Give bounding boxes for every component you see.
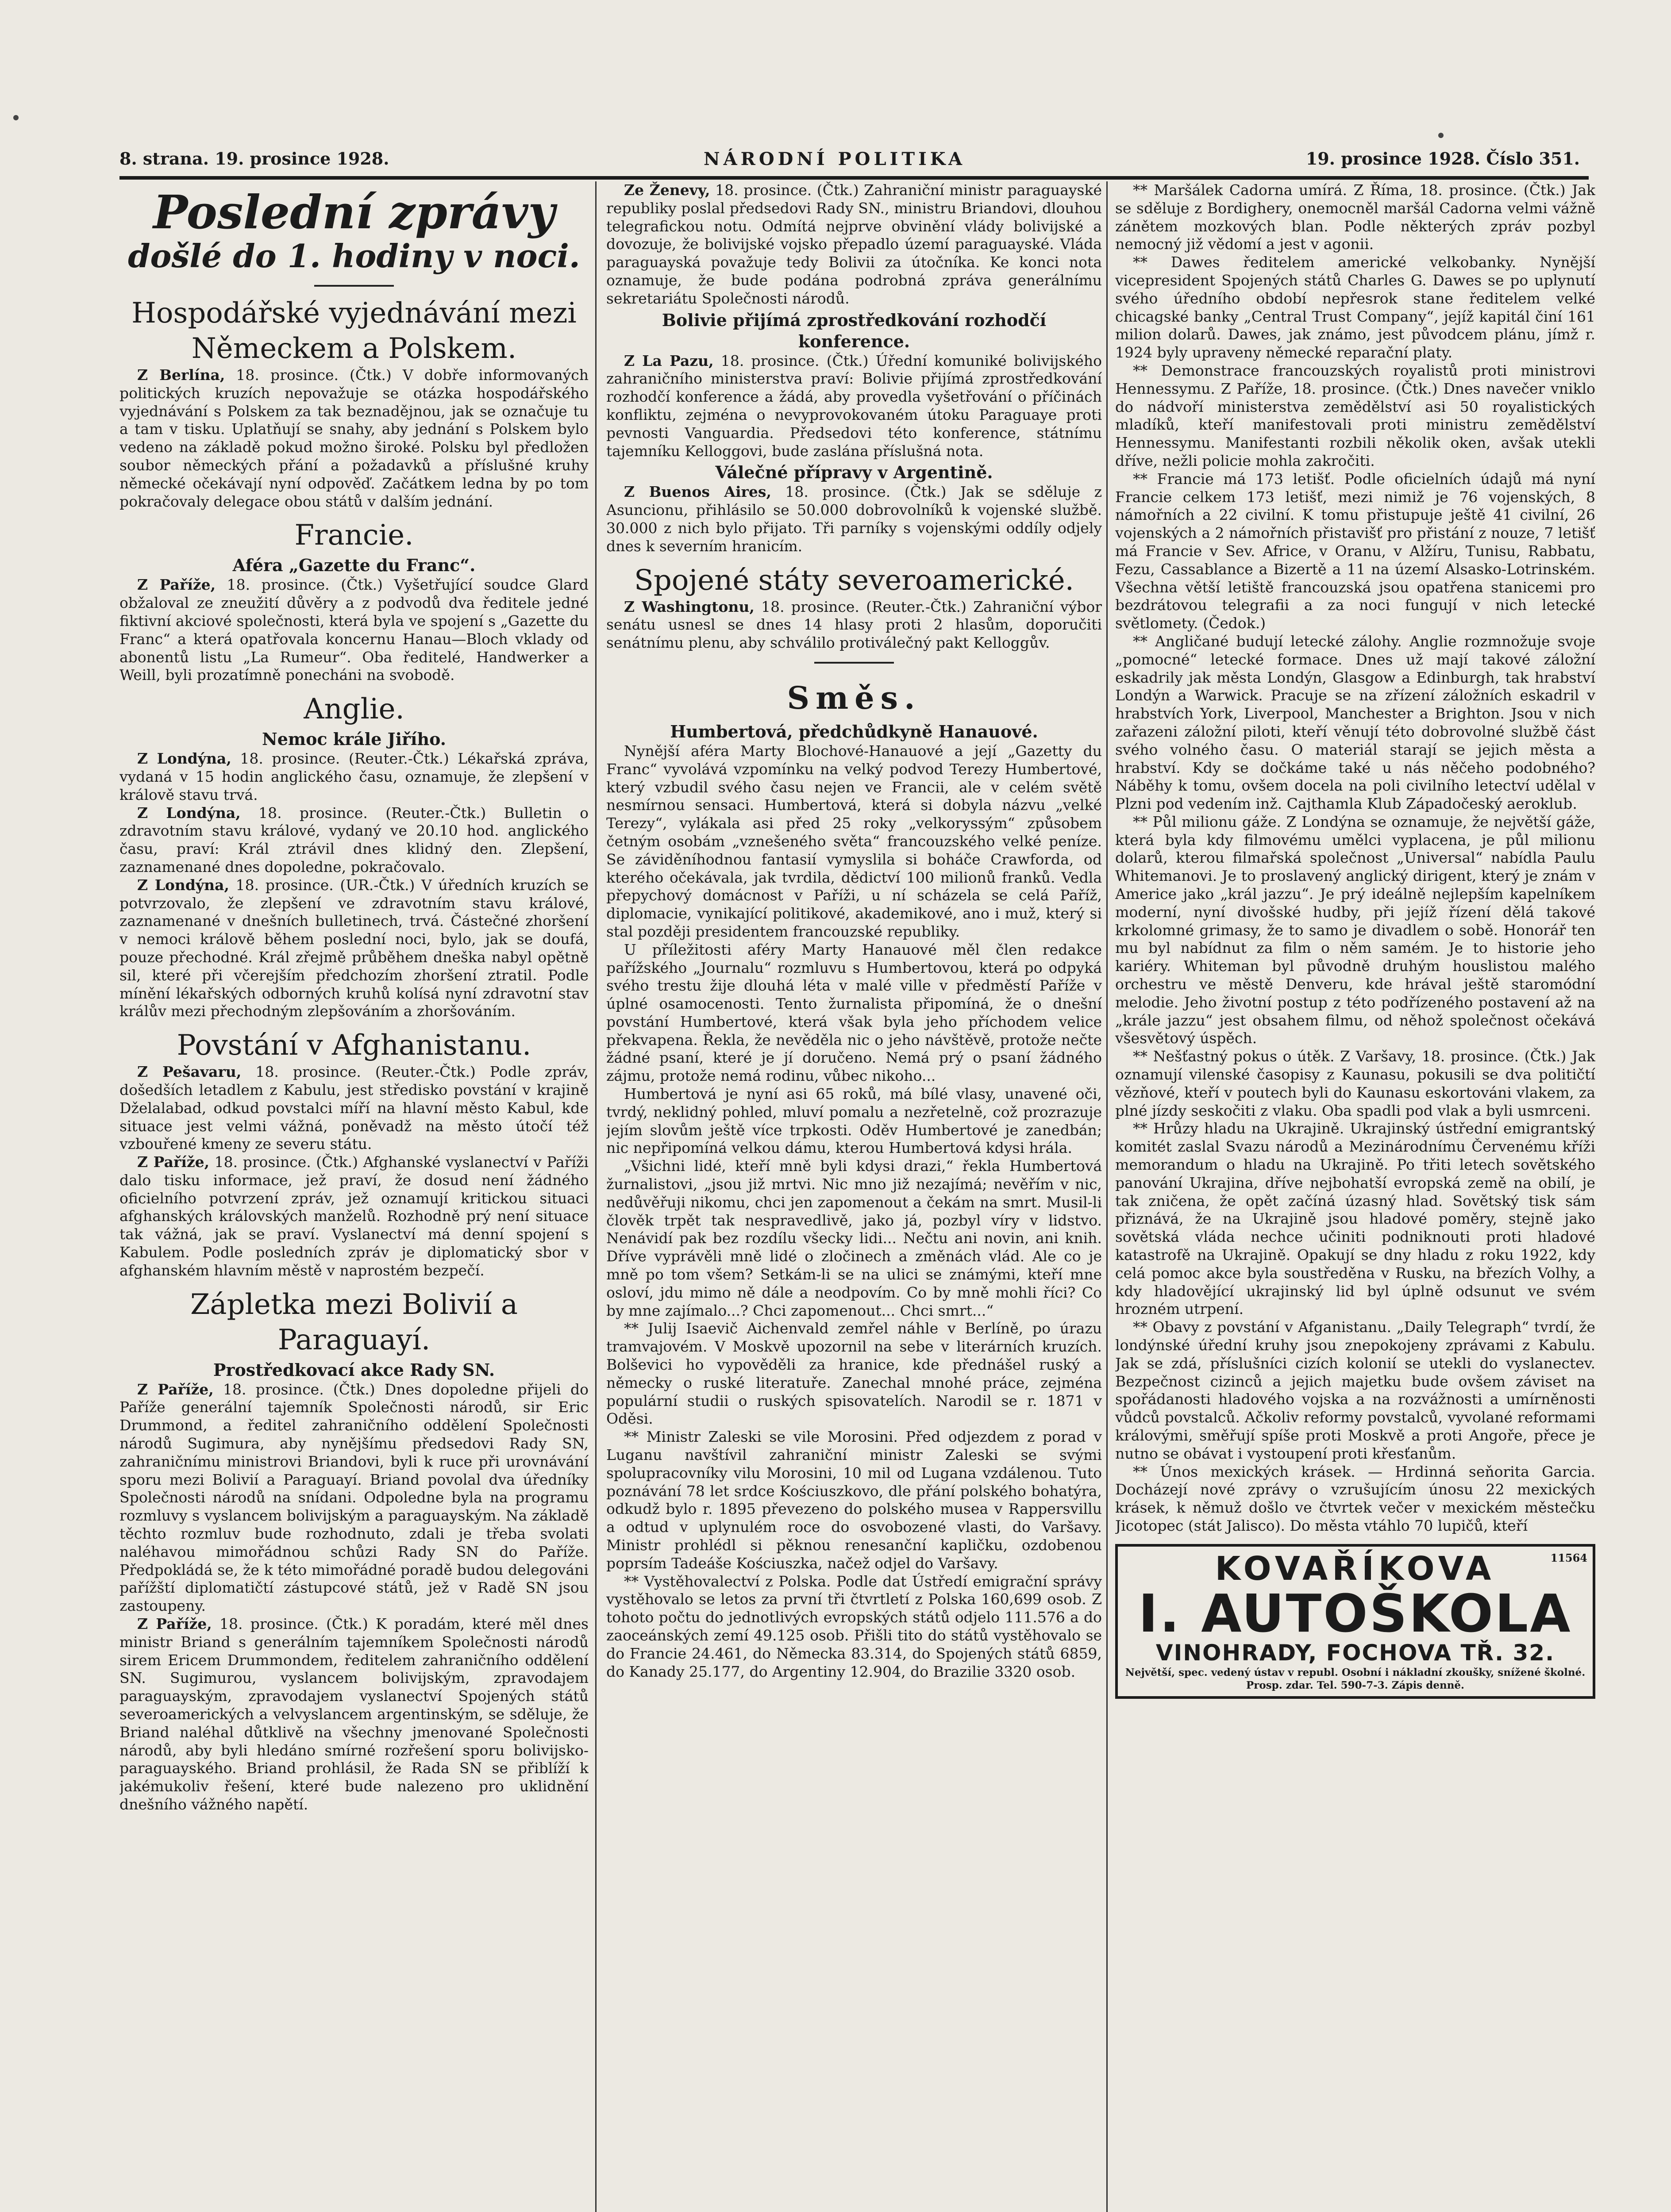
ad-line-2: I. AUTOŠKOLA: [1138, 1582, 1572, 1644]
article-paragraph: Z Paříže, 18. prosince. (Čtk.) Afghanské vyslanectví v Paříži dalo tisku informace, jež praví, že dosud není žádného oficielního potvrzení zpráv, jež oznamují kritickou situaci afghanských královských manželů. Rozhodně prý není situace tak vážná, jak se praví. Vyslanectví má denní spojení s Kabulem. Podle posledních zpráv je diplomatický sbor v afghanském hlavním městě v naprostém bezpečí.: [119, 1153, 589, 1279]
headline-bolivia-accepts: Bolivie přijímá zprostředkování rozhodčí konference.: [662, 310, 1047, 351]
headline-humbertova: Humbertová, předchůdkyně Hanauové.: [670, 721, 1038, 741]
column-3: [1115, 181, 1595, 2212]
news-item: ** Nešťastný pokus o útěk. Z Varšavy, 18. prosince. (Čtk.) Jak oznamují vilenské časopisy z Kaunasu, pokusili se dva političtí vězňové, kteří v poutech byli do Kaunasu eskortováni vlakem, za plné jízdy seskočiti z vlaku. Oba spadli pod vlak a byli usmrceni.: [1115, 1048, 1595, 1119]
header-page-date: 8. strana. 19. prosince 1928.: [119, 149, 389, 169]
headline-bolivia: Zápletka mezi Bolivií a Paraguayí.: [190, 1288, 518, 1356]
scan-speck: [13, 115, 19, 120]
section-subtitle: došlé do 1. hodiny v noci.: [128, 237, 580, 275]
article-paragraph: Z Washingtonu, 18. prosince. (Reuter.-Čtk.) Zahraniční výbor senátu usnesl se dnes 14 hlasy proti 2 hlasům, doporučiti senátnímu plenu, aby schválilo protiválečný pakt Kelloggův.: [606, 598, 1102, 652]
article-paragraph: U příležitosti aféry Marty Hanauové měl člen redakce pařížského „Journalu“ rozmluvu s Humbertovou, která po odpyká svého trestu žije dlouhá léta v malé ville v předměstí Paříže v úplné osamocenosti. Tento žurnalista připomíná, že o dnešní povstání Humbertové, která však byla jeho příchodem velice překvapena. Řekla, že nevěděla nic o jeho návštěvě, protože nečte žádné psaní, které je jí doručeno. Nemá prý o psaní žádného zájmu, protože nemá rodinu, vůbec nikoho...: [606, 941, 1102, 1085]
news-item: ** Demonstrace francouzských royalistů proti ministrovi Hennessymu. Z Paříže, 18. prosince. (Čtk.) Dnes navečer vniklo do nádvoří ministerstva zemědělství asi 50 royalistických mladíků, kteří manifestovali proti ministru zemědělství Hennessymu. Manifestanti rozbili několik oken, avšak utekli dříve, nežli policie mohla zakročiti.: [1115, 361, 1595, 469]
section-title: Poslední zprávy: [153, 185, 555, 239]
article-paragraph: Z Londýna, 18. prosince. (UR.-Čtk.) V úředních kruzích se potvrzovalo, že zlepšení ve zdravotním stavu králové, zaznamenané v dnešních bulletinech, trvá. Částečné zhoršení v nemoci králově během poslední noci, bylo, jak se doufá, pouze přechodné. Král zřejmě průběhem dneška nabyl opětně sil, které při včerejším předchozím zhoršení ztratil. Podle mínění lékařských odborných kruhů kolísá nyní zdravotní stav králův mezi přechodným zlepšováním a zhoršováním.: [119, 876, 589, 1020]
news-item: ** Obavy z povstání v Afganistanu. „Daily Telegraph“ tvrdí, že londýnské úřední kruhy jsou znepokojeny zprávami z Kabulu. Jak se zdá, příslušníci cizích kolonií se utekli do vyslanectev. Bezpečnost cizinců a jejich majetku bude ovšem záviset na spořádanosti hladového vojska a na rozvážnosti a umírněnosti vůdců povstalců. Ačkoliv reformy povstalců, vyvolané reformami královými, směřují spíše proti Moskvě a proti Angoře, přece je nutno se obávat i vystoupení proti křesťanům.: [1115, 1318, 1595, 1462]
column-2: [606, 181, 1102, 2212]
divider: [314, 285, 394, 287]
advertisement-autoskola: [1115, 1544, 1595, 1699]
article-paragraph: „Všichni lidé, kteří mně byli kdysi drazi,“ řekla Humbertová žurnalistovi, „jsou již mrtvi. Nic mno již nezajímá; nevěřím v nic, nedůvěřuji nikomu, chci jen zapomenout a čekám na smrt. Musil-li člověk trpět tak nespravedlivě, jako já, pozbyl víry v lidstvo. Nenávidí pak bez rozdílu všecky lidi... Nečtu ani novin, ani knih. Dříve vyprávěli mně lidé o zločinech a změnách vlád. Ale co je mně po tom všem? Setkám-li se na ulici se známými, kteří mne osloví, jdu mimo ně dále a neodpovím. Co by mně mohli říci? Co by mne zajímalo...? Chci zapomenout... Chci smrt...“: [606, 1157, 1102, 1319]
news-item: ** Ministr Zaleski se vile Morosini. Před odjezdem z porad v Luganu navštívil zahraniční ministr Zaleski se svými spolupracovníky vilu Morosini, 10 mil od Lugana vzdálenou. Tuto poznávání 78 let srdce Kościuszkovo, dle přání polského bohatýra, odkudž bylo r. 1895 převezeno do polského musea v Rappersvillu a odtud v uplynulém roce do osvobozené vlasti, do Varšavy. Ministr prohlédl si pěknou renesanční kapličku, ozdobenou poprsím Tadeáše Kościuszka, načež odjel do Varšavy.: [606, 1428, 1102, 1572]
section-miscellany: Směs.: [787, 679, 921, 716]
article-paragraph: Z Buenos Aires, 18. prosince. (Čtk.) Jak se sděluje z Asuncionu, přihlásilo se 50.000 dobrovolníků k vojenské službě. 30.000 z nich bylo přijato. Tři parníky s vojenskými oddíly odjely dnes k severním hranicím.: [606, 483, 1102, 555]
news-item: ** Hrůzy hladu na Ukrajině. Ukrajinský ústřední emigrantský komitét zaslal Svazu národů a Mezinárodnímu Červenému kříži memorandum o hladu na Ukrajině. Po třiti letech sovětského panování Ukrajina, dříve nejbohatší evropská země na obilí, je tak zničena, že opět začíná úzasný hlad. Sovětský tisk sám přiznává, že na Ukrajině jsou hladové poměry, stejně jako sovětská vláda nechce učiniti podniknouti proti hladové katastrofě na Ukrajině. Opakují se dny hladu z roku 1922, kdy celá pomoc akce byla soustředěna v Rusku, na březích Volhy, a kdy hladovějící ukrajinský lid byl úplně odsunut ve svém hrozném utrpení.: [1115, 1120, 1595, 1318]
news-item: ** Dawes ředitelem americké velkobanky. Nynější vicepresident Spojených států Charles G. Dawes se po uplynutí svého úředního období nepřesrok stane ředitelem velké chicagské banky „Central Trust Company“, jejíž kapitál činí 161 milion dolarů. Dawes, jak známo, jest původcem plánu, jímž r. 1924 byly upraveny německé reparační platy.: [1115, 253, 1595, 361]
ad-line-4: Největší, spec. vedený ústav v republ. Osobní i nákladní zkoušky, snížené školné. Prosp. zdar. Tel. 590-7-3. Zápis denně.: [1125, 1666, 1586, 1691]
article-paragraph: Z La Pazu, 18. prosince. (Čtk.) Úřední komuniké bolivijského zahraničního ministerstva praví: Bolivie přijímá zprostředkování rozhodčí konference a žádá, aby provedla vyšetřování o příčinách konfliktu, zejména o nevyprovokovaném útoku Paraguaye proti pevnosti Vanguardia. Předsedovi této konference, státnímu tajemníku Kelloggovi, bude zaslána příslušná nota.: [606, 352, 1102, 460]
column-1: [119, 181, 589, 2212]
headline-argentina: Válečné přípravy v Argentině.: [715, 462, 993, 483]
headline-usa: Spojené státy severoamerické.: [634, 564, 1074, 597]
headline-england: Anglie.: [304, 693, 404, 726]
subheadline-england: Nemoc krále Jiřího.: [262, 729, 447, 749]
article-paragraph: Z Paříže, 18. prosince. (Čtk.) Dnes dopoledne přijeli do Paříže generální tajemník Společnosti národů, sir Eric Drummond, a ředitel zahraničního oddělení Společnosti národů Sugimura, aby nynějšímu předsedovi Rady SN, zahraničnímu ministrovi Briandovi, byli k ruce při urovnávání sporu mezi Bolivií a Paraguayí. Briand povolal dva úředníky Společnosti národů na snídani. Odpoledne byla na programu rozmluvy s vyslancem bolivijským a paraguayským. Na základě těchto rozmluv bude rozhodnuto, zdali je třeba svolati naléhavou mimořádnou schůzi Rady SN do Paříže. Předpokládá se, že k této mimořádné poradě budou delegováni pařížští diplomatičtí zástupcové států, jež v Radě SN jsou zastoupeny.: [119, 1380, 589, 1615]
subheadline-bolivia: Prostředkovací akce Rady SN.: [213, 1359, 495, 1380]
column-divider: [595, 181, 597, 2212]
news-item: ** Angličané budují letecké zálohy. Anglie rozmnožuje svoje „pomocné“ letecké formace. Dnes už mají takové záložní eskadrily jak města Londýn, Glasgow a Edinburgh, tak hrabství Londýn a Warwick. Pracuje se na zřízení záložních eskadril v hrabstvích York, Liverpool, Manchester a Brighton. Jsou v nich zařazeni záložní piloti, kteří věnují této dobrovolné službě část svého volného času. O materiál starají se jejich města a hrabství. Kdy se dočkáme také u nás něčeho podobného? Náběhy k tomu, ovšem docela na poli civilního letectví udělal v Plzni pod vedením inž. Cajthamla Klub Západočeský aeroklub.: [1115, 632, 1595, 813]
headline-economic: Hospodářské vyjednávání mezi Německem a Polskem.: [131, 297, 577, 365]
article-paragraph: Z Paříže, 18. prosince. (Čtk.) K poradám, které měl dnes ministr Briand s generálním tajemníkem Společnosti národů sirem Ericem Drummondem, ředitelem zahraničního oddělení SN. Sugimurou, vyslancem bolivijským, zpravodajem paraguayským, zpravodajem vyslanectví Spojených států severoamerických a velvyslancem argentinským, se sděluje, že Briand naléhal důtklivě na všechny jmenované Společnosti národů, aby byli hledáno smírné rozřešení sporu bolivijsko-paraguayského. Briand prohlásil, že Rada SN se přiblíží k jakémukoliv řešení, které bude nalezeno pro uklidnění dnešního vážného napětí.: [119, 1615, 589, 1813]
news-item: ** Vystěhovalectví z Polska. Podle dat Ústředí emigrační správy vystěhovalo se letos za první tři čtvrtletí z Polska 160,699 osob. Z tohoto počtu do jednotlivých evropských států odjelo 111.576 a do zaoceánských zemí 49.125 osob. Přišli tito do států vystěhovalo se do Francie 24.461, do Německa 83.314, do Spojených států 6859, do Kanady 25.177, do Argentiny 12.904, do Brazilie 3320 osob.: [606, 1572, 1102, 1680]
article-paragraph: Z Londýna, 18. prosince. (Reuter.-Čtk.) Bulletin o zdravotním stavu králové, vydaný ve 20.10 hod. anglického času, praví: Král ztrávil dnes klidný den. Zlepšení, zaznamenané dnes dopoledne, pokračovalo.: [119, 804, 589, 876]
subheadline-france: Aféra „Gazette du Franc“.: [232, 555, 476, 576]
news-item: ** Půl milionu gáže. Z Londýna se oznamuje, že největší gáže, která byla kdy filmovému umělci vyplacena, je půl milionu dolarů, kterou filmařská společnost „Universal“ nabídla Paulu Whitemanovi. Je to proslavený anglický dirigent, který je znám v Americe jako „král jazzu“. Je prý ideálně nejlepším kapelníkem moderní, nyní divošské hudby, při jejíž řízení dělá takové krkolomné grimasy, že to samo je divadlem o sobě. Honorář ten mu byl nabídnut za film o něm samém. Je to historie jeho kariéry. Whiteman byl původně druhým houslistou malého orchestru ve městě Denveru, kde hrával ještě staromódní melodie. Jeho životní postup z této podřízeného postavení až na „krále jazzu“ jest obsahem filmu, od něhož společnost očekává všesvětový úspěch.: [1115, 813, 1595, 1047]
article-paragraph: Ze Ženevy, 18. prosince. (Čtk.) Zahraniční ministr paraguayské republiky poslal předsedovi Rady SN., ministru Briandovi, dlouhou telegrafickou notu. Odmítá nejprve obvinění vlády bolivijské a dovozuje, že bolivijské vojsko přepadlo území paraguayské. Vláda paraguayská považuje tedy Bolivii za útočníka. Ke konci nota oznamuje, že bude podána podrobná zpráva generálnímu sekretariátu Společnosti národů.: [606, 181, 1102, 307]
news-item: ** Julij Isaevič Aichenvald zemřel náhle v Berlíně, po úrazu tramvajovém. V Moskvě upozornil na sebe v literárních kruzích. Bolševici ho vypověděli za hranice, kde přednášel ruský a německy o ruské literatuře. Zanechal mnohé práce, zejména populární studii o ruských spisovatelích. Narodil se r. 1871 v Oděsi.: [606, 1320, 1102, 1428]
column-divider: [1106, 181, 1108, 2212]
headline-france: Francie.: [294, 519, 414, 552]
page-header: [119, 146, 1580, 173]
article-paragraph: Z Paříže, 18. prosince. (Čtk.) Vyšetřující soudce Glard obžaloval ze zneužití důvěry a z podvodů dva ředitele jedné fiktivní akciové společnosti, která byla ve spojení s „Gazette du Franc“ a která opatřovala koncernu Hanau—Bloch vklady od abonentů listu „La Rumeur“. Oba ředitelé, Handwerker a Weill, byli prozatímně ponecháni na svobodě.: [119, 576, 589, 684]
news-item: ** Únos mexických krásek. — Hrdinná seňorita Garcia. Docházejí nové zprávy o vzrušujícím únosu 22 mexických krásek, k němuž došlo ve čtvrtek večer v mexickém městečku Jicotopec (stát Jalisco). Do města vtáhlo 70 lupičů, kteří: [1115, 1463, 1595, 1534]
article-paragraph: Z Pešavaru, 18. prosince. (Reuter.-Čtk.) Podle zpráv, došedších letadlem z Kabulu, jest středisko povstání v krajině Dželalabad, odkud povstalci míří na hlavní město Kabul, kde situace jest velmi vážná, poněvadž na město útočí též vzbouřené kmeny ze severu státu.: [119, 1063, 589, 1153]
ad-line-3: VINOHRADY, FOCHOVA TŘ. 32.: [1155, 1640, 1555, 1666]
article-paragraph: Humbertová je nyní asi 65 roků, má bílé vlasy, unavené oči, tvrdý, neklidný pohled, mluví pomalu a nezřetelně, což prozrazuje jejím slovům ještě více trpkosti. Oděv Humbertové je zanedbán; nic nepřipomíná velkou dámu, kterou Humbertová kdysi hrála.: [606, 1085, 1102, 1157]
header-rule: [119, 176, 1589, 180]
article-paragraph: Z Berlína, 18. prosince. (Čtk.) V dobře informovaných politických kruzích nepovažuje se otázka hospodářského vyjednávání s Polskem za tak beznadějnou, jak se označuje tu a tam v tisku. Uplatňují se snahy, aby jednání s Polskem bylo vedeno na základě pokud možno široké. Polsku byl předložen soubor německých přání a požadavků a příslušné kruhy německé očekávají nyní odpověď. Začátkem ledna by po tom pokračovaly delegace obou států v dalším jednání.: [119, 366, 589, 510]
scan-speck: [1438, 133, 1444, 138]
ad-line-1: KOVAŘÍKOVA: [1215, 1549, 1496, 1588]
news-item: ** Francie má 173 letišť. Podle oficielních údajů má nyní Francie celkem 173 letišť, mezi nimiž je 76 vojenských, 8 námořních a 22 civilní. K tomu přistupuje ještě 41 civilní, 26 vojenských a 2 námořních přistavišť pro přistání z nouze, 7 letišť má Francie v Sev. Africe, v Oranu, v Alžíru, Tunisu, Rabbatu, Fezu, Cassablance a Bizertě a 11 na území Alsasko-Lotrinském. Všechna větší letiště francouzská jsou opatřena stanicemi pro bezdrátovou telegrafii a za noci fungují v nich letecké světlomety. (Čedok.): [1115, 470, 1595, 632]
news-item: ** Maršálek Cadorna umírá. Z Říma, 18. prosince. (Čtk.) Jak se sděluje z Bordighery, onemocněl maršál Cadorna velmi vážně zánětem mozkových blan. Podle některých zpráv pozbyl nemocný již vědomí a jest v agonii.: [1115, 181, 1595, 253]
article-paragraph: Z Londýna, 18. prosince. (Reuter.-Čtk.) Lékařská zpráva, vydaná v 15 hodin anglického času, oznamuje, že zlepšení v králově stavu trvá.: [119, 750, 589, 803]
article-paragraph: Nynější aféra Marty Blochové-Hanauové a její „Gazetty du Franc“ vyvolává vzpomínku na velký podvod Terezy Humbertové, který vzbudil svého času nejen ve Francii, ale v celém světě nesmírnou sensaci. Humbertová, která si dobyla názvu „velké Terezy“, vylákala asi před 25 roky „velkoryssým“ způsobem četným osobám „vznešeného světa“ francouzského velké peníze. Se záviděníhodnou fantasií vymyslila si boháče Crawforda, od kterého očekávala, jak tvrdila, dědictví 100 milionů franků. Vedla přepychový domácnost v Paříži, u ní scházela se celá Paříž, diplomacie, vynikající politikové, akademikové, ano i muž, který si stal později presidentem francouzské republiky.: [606, 742, 1102, 940]
ad-number: 11564: [1550, 1551, 1587, 1564]
divider: [814, 662, 894, 664]
header-issue: 19. prosince 1928. Číslo 351.: [1305, 149, 1580, 169]
masthead: NÁRODNÍ POLITIKA: [704, 149, 966, 169]
headline-afghanistan: Povstání v Afghanistanu.: [177, 1029, 531, 1062]
